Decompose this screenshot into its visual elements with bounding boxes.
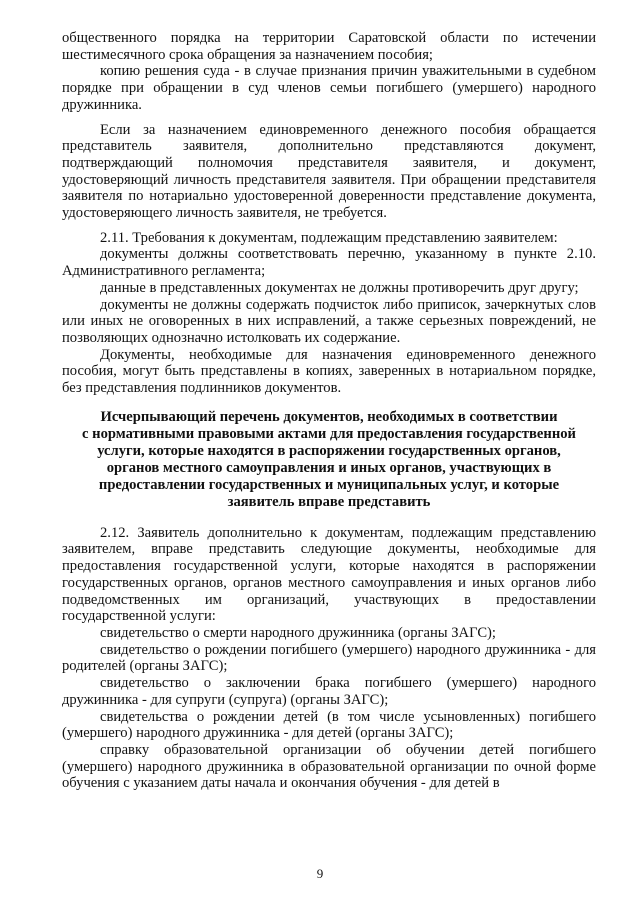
list-item-education-certificate: справку образовательной организации об обучении детей погибшего (умершего) народного дружинника в образовательной организации по очной форме обучения с указанием даты начала и окончания обучения - для детей в <box>62 741 596 792</box>
document-page <box>62 30 596 792</box>
list-item-birth-certificate-parents: свидетельство о рождении погибшего (умершего) народного дружинника - для родителей (органы ЗАГС); <box>62 641 596 675</box>
heading-line: заявитель вправе представить <box>227 493 431 510</box>
paragraph-no-corrections: документы не должны содержать подчисток либо приписок, зачеркнутых слов или иных не оговоренных в них исправлений, а также серьезных повреждений, не позволяющих однозначно истолковать их содержание. <box>62 296 596 346</box>
heading-line: предоставлении государственных и муниципальных услуг, и которые <box>98 476 560 493</box>
paragraph-2-11-requirements: 2.11. Требования к документам, подлежащим представлению заявителем: <box>100 229 558 246</box>
paragraph-court-decision: копию решения суда - в случае признания причин уважительными в судебном порядке при обращении в суд членов семьи погибшего (умершего) народного дружинника. <box>62 63 596 113</box>
paragraph-2-12-additional-documents: 2.12. Заявитель дополнительно к документам, подлежащим представлению заявителем, вправе представить следующие документы, необходимые для предоставления государственной услуги, которые находятся в распоряжении государственных органов, органов местного самоуправления и иных органов либо подведомственных им организаций, участвующих в предоставлении государственной услуги: <box>62 524 596 625</box>
heading-line: Исчерпывающий перечень документов, необходимых в соответствии <box>100 408 558 425</box>
heading-line: с нормативными правовыми актами для предоставления государственной <box>82 425 576 442</box>
list-item-death-certificate: свидетельство о смерти народного дружинника (органы ЗАГС); <box>100 624 496 641</box>
section-heading <box>62 409 596 511</box>
list-item-marriage-certificate: свидетельство о заключении брака погибшего (умершего) народного дружинника - для супруги (супруга) (органы ЗАГС); <box>62 675 596 708</box>
paragraph-notarized-copies: Документы, необходимые для назначения единовременного денежного пособия, могут быть представлены в копиях, заверенных в нотариальном порядке, без представления подлинников документов. <box>62 346 596 397</box>
paragraph-representative: Если за назначением единовременного денежного пособия обращается представитель заявителя, дополнительно представляются документ, подтверждающий полномочия представителя заявителя, и документ, удостоверяющий личность представителя заявителя. При обращении представителя заявителя по нотариально удостоверенной доверенности представление документа, удостоверяющего личность заявителя, не требуется. <box>62 121 596 222</box>
heading-line: органов местного самоуправления и иных органов, участвующих в <box>106 459 552 476</box>
paragraph-list-conformity: документы должны соответствовать перечню, указанному в пункте 2.10. Административного регламента; <box>62 246 596 280</box>
list-item-children-birth-certificates: свидетельства о рождении детей (в том числе усыновленных) погибшего (умершего) народного дружинника - для детей (органы ЗАГС); <box>62 708 596 742</box>
paragraph-no-contradiction: данные в представленных документах не должны противоречить друг другу; <box>100 279 579 296</box>
paragraph-public-order-continuation: общественного порядка на территории Саратовской области по истечении шестимесячного срока обращения за назначением пособия; <box>62 30 596 63</box>
heading-line: услуги, которые находятся в распоряжении государственных органов, <box>97 442 561 459</box>
page-number: 9 <box>316 866 324 881</box>
